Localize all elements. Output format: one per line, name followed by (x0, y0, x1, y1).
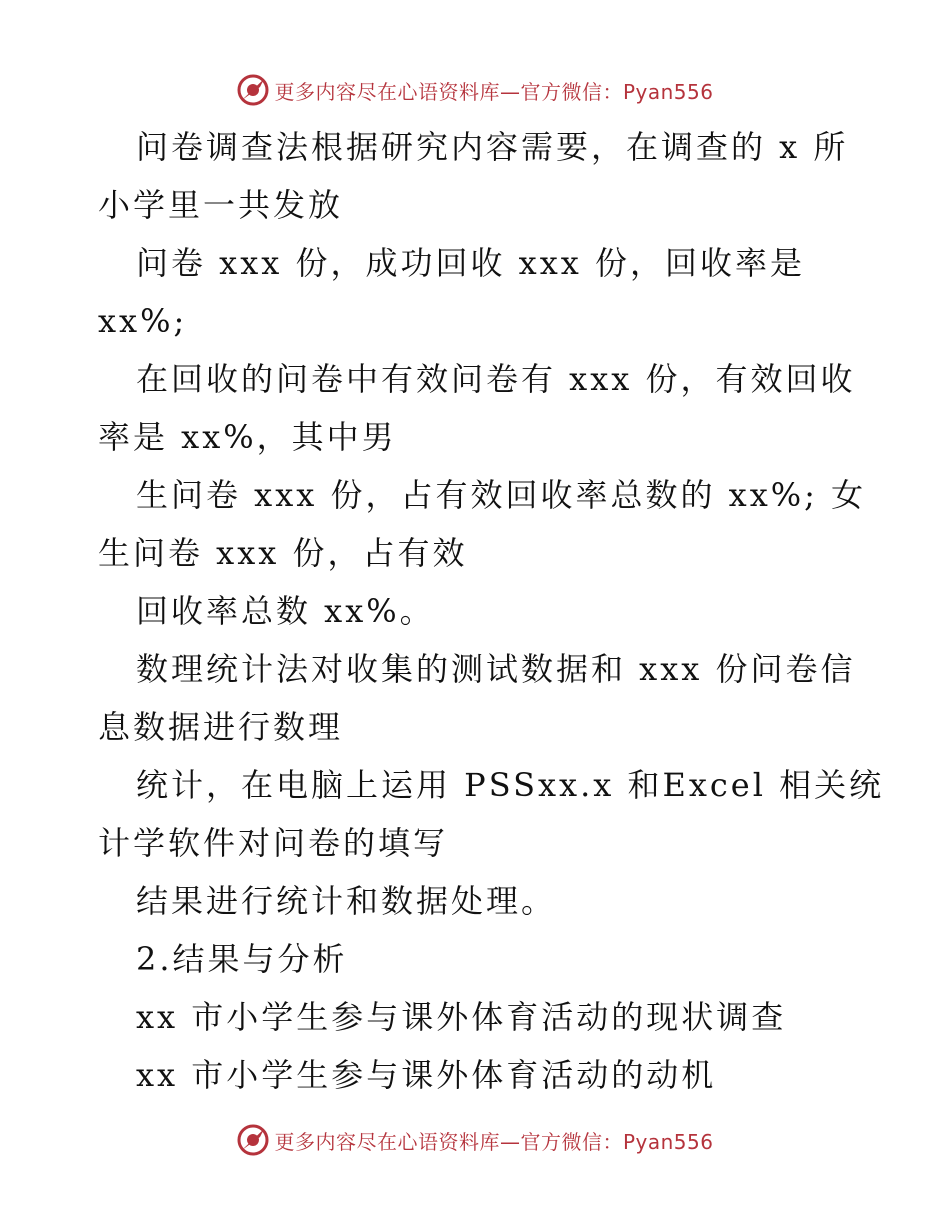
page-header (0, 70, 950, 110)
document-body (98, 118, 885, 1104)
header-banner-text: 更多内容尽在心语资料库—官方微信：Pyan556 (274, 79, 714, 104)
text-line: xx 市小学生参与课外体育活动的现状调查 (136, 998, 787, 1036)
brand-logo-icon (236, 1123, 270, 1157)
text-line: xx%; (98, 302, 188, 340)
text-line: 问卷调查法根据研究内容需要，在调查的 x 所 (136, 128, 849, 166)
footer-banner-text: 更多内容尽在心语资料库—官方微信：Pyan556 (274, 1129, 714, 1154)
text-line: 2.结果与分析 (136, 940, 348, 978)
text-line: 息数据进行数理 (98, 708, 344, 746)
text-line: 数理统计法对收集的测试数据和 xxx 份问卷信 (136, 650, 856, 688)
text-line: 结果进行统计和数据处理。 (136, 882, 557, 920)
text-line: 统计，在电脑上运用 PSSxx.x 和Excel 相关统 (136, 766, 885, 804)
text-line: 计学软件对问卷的填写 (98, 824, 449, 862)
text-line: 问卷 xxx 份，成功回收 xxx 份，回收率是 (136, 244, 805, 282)
text-line: xx 市小学生参与课外体育活动的动机 (136, 1056, 717, 1094)
text-line: 回收率总数 xx%。 (136, 592, 435, 630)
text-line: 生问卷 xxx 份，占有效 (98, 534, 468, 572)
brand-logo-icon (236, 73, 270, 107)
text-line: 生问卷 xxx 份，占有效回收率总数的 xx%; 女 (136, 476, 867, 514)
page-footer (0, 1120, 950, 1160)
text-line: 在回收的问卷中有效问卷有 xxx 份，有效回收 (136, 360, 856, 398)
text-line: 率是 xx%，其中男 (98, 418, 397, 456)
text-line: 小学里一共发放 (98, 186, 344, 224)
